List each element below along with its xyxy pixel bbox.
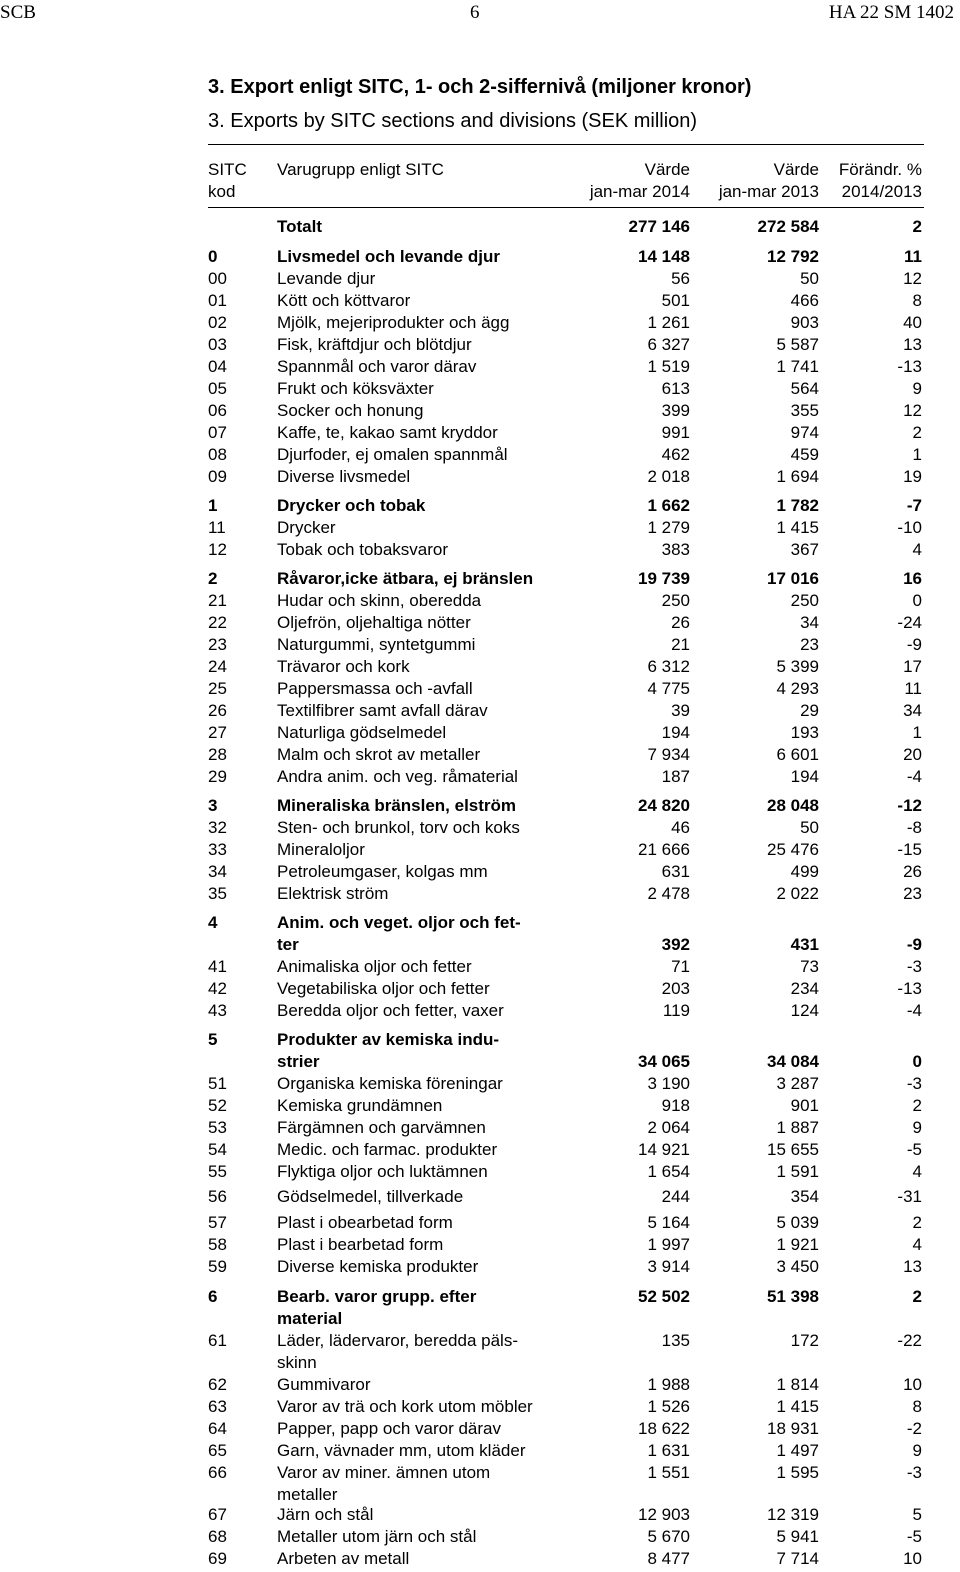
value-2013: 18 931 xyxy=(767,1419,819,1438)
value-2013: 193 xyxy=(790,723,819,742)
header-left: SCB xyxy=(0,2,36,23)
value-2013: 355 xyxy=(790,401,819,420)
value-2014: 399 xyxy=(661,401,690,420)
change-percent: -3 xyxy=(906,1074,922,1093)
value-2014: 1 551 xyxy=(647,1463,690,1482)
group-name: Plast i bearbetad form xyxy=(277,1235,444,1254)
change-percent: -12 xyxy=(897,796,922,815)
sitc-code: 62 xyxy=(208,1375,227,1394)
value-2013: 50 xyxy=(800,269,819,288)
change-percent: -5 xyxy=(906,1140,922,1159)
value-2013: 28 048 xyxy=(767,796,819,815)
value-2014: 462 xyxy=(661,445,690,464)
value-2013: 367 xyxy=(790,540,819,559)
change-percent: -7 xyxy=(906,496,922,515)
sitc-code: 35 xyxy=(208,884,227,903)
sitc-code: 08 xyxy=(208,445,227,464)
group-name: Trävaror och kork xyxy=(277,657,410,676)
value-2014: 631 xyxy=(661,862,690,881)
value-2014: 8 477 xyxy=(647,1549,690,1568)
value-2014: 1 279 xyxy=(647,518,690,537)
value-2014: 2 478 xyxy=(647,884,690,903)
value-2013: 1 591 xyxy=(776,1162,819,1181)
group-name: Hudar och skinn, oberedda xyxy=(277,591,482,610)
sitc-code: 1 xyxy=(208,496,218,515)
change-percent: -4 xyxy=(906,767,922,786)
change-percent: -4 xyxy=(906,1001,922,1020)
group-name: material xyxy=(277,1309,343,1328)
change-percent: -2 xyxy=(906,1419,922,1438)
sitc-code: 07 xyxy=(208,423,227,442)
value-2014: 1 631 xyxy=(647,1441,690,1460)
sitc-code: 04 xyxy=(208,357,227,376)
value-2014: 613 xyxy=(661,379,690,398)
value-2014: 991 xyxy=(661,423,690,442)
change-percent: 2 xyxy=(912,1287,922,1306)
value-2014: 71 xyxy=(671,957,690,976)
sitc-code: 02 xyxy=(208,313,227,332)
value-2013: 23 xyxy=(800,635,819,654)
sitc-code: 24 xyxy=(208,657,227,676)
col-code-line2: kod xyxy=(208,182,236,201)
value-2014: 501 xyxy=(661,291,690,310)
sitc-code: 58 xyxy=(208,1235,227,1254)
change-percent: 0 xyxy=(912,1052,922,1071)
change-percent: 4 xyxy=(912,540,922,559)
value-2014: 1 261 xyxy=(647,313,690,332)
value-2013: 250 xyxy=(790,591,819,610)
group-name: Metaller utom järn och stål xyxy=(277,1527,477,1546)
value-2013: 431 xyxy=(790,935,819,954)
sitc-code: 65 xyxy=(208,1441,227,1460)
change-percent: 34 xyxy=(903,701,922,720)
value-2013: 272 584 xyxy=(757,217,819,236)
value-2014: 6 327 xyxy=(647,335,690,354)
value-2014: 277 146 xyxy=(628,217,690,236)
change-percent: 8 xyxy=(912,291,922,310)
sitc-code: 29 xyxy=(208,767,227,786)
sitc-code: 00 xyxy=(208,269,227,288)
change-percent: 4 xyxy=(912,1235,922,1254)
value-2014: 6 312 xyxy=(647,657,690,676)
value-2014: 52 502 xyxy=(638,1287,690,1306)
value-2014: 2 064 xyxy=(647,1118,690,1137)
sitc-code: 09 xyxy=(208,467,227,486)
value-2014: 3 914 xyxy=(647,1257,690,1276)
sitc-code: 4 xyxy=(208,913,218,932)
value-2014: 14 148 xyxy=(638,247,690,266)
value-2014: 1 988 xyxy=(647,1375,690,1394)
group-name: Gummivaror xyxy=(277,1375,371,1394)
group-name: Gödselmedel, tillverkade xyxy=(277,1187,464,1206)
value-2014: 21 xyxy=(671,635,690,654)
sitc-code: 27 xyxy=(208,723,227,742)
value-2014: 19 739 xyxy=(638,569,690,588)
group-name: Andra anim. och veg. råmaterial xyxy=(277,767,518,786)
value-2013: 1 694 xyxy=(776,467,819,486)
value-2014: 383 xyxy=(661,540,690,559)
value-2014: 187 xyxy=(661,767,690,786)
group-name: Malm och skrot av metaller xyxy=(277,745,481,764)
sitc-code: 32 xyxy=(208,818,227,837)
sitc-code: 59 xyxy=(208,1257,227,1276)
value-2013: 5 039 xyxy=(776,1213,819,1232)
value-2013: 499 xyxy=(790,862,819,881)
sitc-code: 69 xyxy=(208,1549,227,1568)
group-name: Naturliga gödselmedel xyxy=(277,723,447,742)
sitc-code: 66 xyxy=(208,1463,227,1482)
value-2013: 172 xyxy=(790,1331,819,1350)
group-name: Plast i obearbetad form xyxy=(277,1213,453,1232)
change-percent: -31 xyxy=(897,1187,922,1206)
group-name: Drycker och tobak xyxy=(277,496,426,515)
group-name: Textilfibrer samt avfall därav xyxy=(277,701,488,720)
change-percent: 12 xyxy=(903,401,922,420)
change-percent: 4 xyxy=(912,1162,922,1181)
sitc-code: 34 xyxy=(208,862,227,881)
value-2013: 34 xyxy=(800,613,819,632)
value-2013: 1 887 xyxy=(776,1118,819,1137)
change-percent: 40 xyxy=(903,313,922,332)
change-percent: -24 xyxy=(897,613,922,632)
group-name: Levande djur xyxy=(277,269,376,288)
group-name: Frukt och köksväxter xyxy=(277,379,434,398)
value-2013: 50 xyxy=(800,818,819,837)
group-name: Arbeten av metall xyxy=(277,1549,410,1568)
col-change-line2: 2014/2013 xyxy=(841,182,922,201)
value-2013: 194 xyxy=(790,767,819,786)
change-percent: 2 xyxy=(912,423,922,442)
value-2013: 3 287 xyxy=(776,1074,819,1093)
value-2014: 4 775 xyxy=(647,679,690,698)
group-name: Fisk, kräftdjur och blötdjur xyxy=(277,335,472,354)
title-english: 3. Exports by SITC sections and divisions (SEK million) xyxy=(208,110,698,132)
value-2013: 51 398 xyxy=(767,1287,819,1306)
col-code-line1: SITC xyxy=(208,160,247,179)
value-2013: 3 450 xyxy=(776,1257,819,1276)
value-2013: 12 319 xyxy=(767,1505,819,1524)
group-name: Vegetabiliska oljor och fetter xyxy=(277,979,490,998)
group-name: Spannmål och varor därav xyxy=(277,357,477,376)
group-name: Flyktiga oljor och luktämnen xyxy=(277,1162,488,1181)
group-name: Mineraliska bränslen, elström xyxy=(277,796,517,815)
value-2013: 903 xyxy=(790,313,819,332)
group-name: Varor av miner. ämnen utom xyxy=(277,1463,491,1482)
change-percent: 23 xyxy=(903,884,922,903)
sitc-code: 5 xyxy=(208,1030,218,1049)
group-name: Järn och stål xyxy=(277,1505,374,1524)
group-name: Sten- och brunkol, torv och koks xyxy=(277,818,520,837)
value-2013: 17 016 xyxy=(767,569,819,588)
sitc-code: 26 xyxy=(208,701,227,720)
change-percent: -9 xyxy=(906,935,922,954)
group-name: Kött och köttvaror xyxy=(277,291,411,310)
group-name: Diverse kemiska produkter xyxy=(277,1257,479,1276)
group-name: Naturgummi, syntetgummi xyxy=(277,635,476,654)
value-2014: 1 997 xyxy=(647,1235,690,1254)
value-2014: 392 xyxy=(661,935,690,954)
sitc-code: 54 xyxy=(208,1140,227,1159)
value-2014: 39 xyxy=(671,701,690,720)
change-percent: 10 xyxy=(903,1375,922,1394)
sitc-code: 63 xyxy=(208,1397,227,1416)
value-2014: 203 xyxy=(661,979,690,998)
value-2014: 1 654 xyxy=(647,1162,690,1181)
value-2013: 5 399 xyxy=(776,657,819,676)
sitc-code: 68 xyxy=(208,1527,227,1546)
value-2014: 250 xyxy=(661,591,690,610)
group-name: metaller xyxy=(277,1485,338,1504)
group-name: Djurfoder, ej omalen spannmål xyxy=(277,445,508,464)
sitc-code: 33 xyxy=(208,840,227,859)
value-2014: 1 662 xyxy=(647,496,690,515)
sitc-code: 42 xyxy=(208,979,227,998)
value-2013: 29 xyxy=(800,701,819,720)
value-2013: 4 293 xyxy=(776,679,819,698)
value-2013: 354 xyxy=(790,1187,819,1206)
value-2013: 2 022 xyxy=(776,884,819,903)
value-2013: 1 415 xyxy=(776,1397,819,1416)
value-2013: 564 xyxy=(790,379,819,398)
value-2013: 5 941 xyxy=(776,1527,819,1546)
col-name: Varugrupp enligt SITC xyxy=(277,160,444,179)
sitc-code: 53 xyxy=(208,1118,227,1137)
sitc-code: 0 xyxy=(208,247,218,266)
change-percent: 19 xyxy=(903,467,922,486)
group-name: Organiska kemiska föreningar xyxy=(277,1074,503,1093)
value-2013: 12 792 xyxy=(767,247,819,266)
change-percent: -13 xyxy=(897,357,922,376)
group-name: Tobak och tobaksvaror xyxy=(277,540,449,559)
group-name: Totalt xyxy=(277,217,323,236)
change-percent: 13 xyxy=(903,335,922,354)
change-percent: 5 xyxy=(912,1505,922,1524)
value-2014: 7 934 xyxy=(647,745,690,764)
value-2014: 46 xyxy=(671,818,690,837)
sitc-code: 61 xyxy=(208,1331,227,1350)
value-2013: 974 xyxy=(790,423,819,442)
sitc-code: 52 xyxy=(208,1096,227,1115)
value-2014: 135 xyxy=(661,1331,690,1350)
group-name: Kaffe, te, kakao samt kryddor xyxy=(277,423,498,442)
value-2014: 5 164 xyxy=(647,1213,690,1232)
change-percent: 17 xyxy=(903,657,922,676)
change-percent: -9 xyxy=(906,635,922,654)
value-2014: 26 xyxy=(671,613,690,632)
sitc-code: 06 xyxy=(208,401,227,420)
change-percent: -8 xyxy=(906,818,922,837)
group-name: Läder, lädervaror, beredda päls- xyxy=(277,1331,518,1350)
sitc-code: 67 xyxy=(208,1505,227,1524)
change-percent: 9 xyxy=(912,1118,922,1137)
rule-top xyxy=(208,144,924,145)
change-percent: -10 xyxy=(897,518,922,537)
group-name: Kemiska grundämnen xyxy=(277,1096,443,1115)
col-value-2014-line2: jan-mar 2014 xyxy=(589,182,690,201)
page-header xyxy=(0,0,960,28)
value-2014: 119 xyxy=(662,1001,690,1020)
col-value-2014-line1: Värde xyxy=(644,160,690,179)
value-2014: 194 xyxy=(661,723,690,742)
change-percent: 8 xyxy=(912,1397,922,1416)
change-percent: 13 xyxy=(903,1257,922,1276)
value-2013: 1 415 xyxy=(776,518,819,537)
change-percent: 1 xyxy=(912,445,922,464)
sitc-code: 55 xyxy=(208,1162,227,1181)
change-percent: -13 xyxy=(897,979,922,998)
sitc-code: 6 xyxy=(208,1287,218,1306)
change-percent: 11 xyxy=(904,247,922,266)
change-percent: -15 xyxy=(897,840,922,859)
group-name: Råvaror,icke ätbara, ej bränslen xyxy=(277,569,534,588)
change-percent: 20 xyxy=(903,745,922,764)
value-2014: 34 065 xyxy=(638,1052,690,1071)
value-2013: 1 741 xyxy=(776,357,819,376)
value-2014: 1 526 xyxy=(647,1397,690,1416)
group-name: Mjölk, mejeriprodukter och ägg xyxy=(277,313,510,332)
page-number: 6 xyxy=(470,2,480,23)
group-name: skinn xyxy=(277,1353,317,1372)
group-name: Papper, papp och varor därav xyxy=(277,1419,501,1438)
sitc-code: 01 xyxy=(208,291,227,310)
value-2014: 14 921 xyxy=(638,1140,690,1159)
value-2014: 2 018 xyxy=(647,467,690,486)
group-name: Beredda oljor och fetter, vaxer xyxy=(277,1001,504,1020)
group-name: Animaliska oljor och fetter xyxy=(277,957,472,976)
sitc-code: 05 xyxy=(208,379,227,398)
sitc-code: 11 xyxy=(208,518,226,537)
value-2014: 56 xyxy=(671,269,690,288)
group-name: Diverse livsmedel xyxy=(277,467,411,486)
sitc-code: 23 xyxy=(208,635,227,654)
change-percent: -3 xyxy=(906,1463,922,1482)
header-right: HA 22 SM 1402 xyxy=(828,2,954,23)
group-name: Varor av trä och kork utom möbler xyxy=(277,1397,533,1416)
group-name: Garn, vävnader mm, utom kläder xyxy=(277,1441,526,1460)
group-name: Produkter av kemiska indu- xyxy=(277,1030,500,1049)
value-2013: 6 601 xyxy=(776,745,819,764)
change-percent: 12 xyxy=(903,269,922,288)
value-2013: 25 476 xyxy=(767,840,819,859)
group-name: Mineraloljor xyxy=(277,840,365,859)
col-value-2013-line2: jan-mar 2013 xyxy=(718,182,819,201)
sitc-code: 57 xyxy=(208,1213,227,1232)
title-swedish: 3. Export enligt SITC, 1- och 2-siffernivå (miljoner kronor) xyxy=(208,76,752,98)
value-2013: 124 xyxy=(790,1001,819,1020)
change-percent: 16 xyxy=(903,569,922,588)
change-percent: 26 xyxy=(903,862,922,881)
value-2014: 18 622 xyxy=(638,1419,690,1438)
value-2013: 459 xyxy=(790,445,819,464)
value-2013: 34 084 xyxy=(767,1052,819,1071)
value-2013: 234 xyxy=(790,979,819,998)
change-percent: 1 xyxy=(912,723,922,742)
rule-header xyxy=(208,207,924,208)
col-value-2013-line1: Värde xyxy=(773,160,819,179)
change-percent: 2 xyxy=(912,217,922,236)
sitc-code: 21 xyxy=(208,591,227,610)
value-2013: 901 xyxy=(790,1096,819,1115)
value-2013: 73 xyxy=(800,957,819,976)
change-percent: 2 xyxy=(912,1213,922,1232)
change-percent: 10 xyxy=(903,1549,922,1568)
col-change-line1: Förändr. % xyxy=(838,160,922,179)
group-name: Petroleumgaser, kolgas mm xyxy=(277,862,488,881)
group-name: Medic. och farmac. produkter xyxy=(277,1140,498,1159)
value-2014: 21 666 xyxy=(638,840,690,859)
change-percent: 0 xyxy=(912,591,922,610)
group-name: Elektrisk ström xyxy=(277,884,389,903)
sitc-code: 12 xyxy=(208,540,227,559)
value-2013: 1 814 xyxy=(776,1375,819,1394)
sitc-code: 03 xyxy=(208,335,227,354)
group-name: Anim. och veget. oljor och fet- xyxy=(277,913,521,932)
group-name: Drycker xyxy=(277,518,336,537)
value-2014: 1 519 xyxy=(647,357,690,376)
group-name: Pappersmassa och -avfall xyxy=(277,679,473,698)
change-percent: 9 xyxy=(912,1441,922,1460)
group-name: Bearb. varor grupp. efter xyxy=(277,1287,477,1306)
change-percent: 11 xyxy=(904,679,922,698)
value-2014: 244 xyxy=(661,1187,690,1206)
value-2014: 12 903 xyxy=(638,1505,690,1524)
sitc-code: 41 xyxy=(208,957,227,976)
value-2013: 5 587 xyxy=(776,335,819,354)
change-percent: 9 xyxy=(912,379,922,398)
change-percent: -22 xyxy=(897,1331,922,1350)
group-name: Livsmedel och levande djur xyxy=(277,247,500,266)
sitc-code: 3 xyxy=(208,796,218,815)
sitc-code: 64 xyxy=(208,1419,227,1438)
group-name: strier xyxy=(277,1052,320,1071)
group-name: Färgämnen och garvämnen xyxy=(277,1118,486,1137)
sitc-code: 43 xyxy=(208,1001,227,1020)
value-2013: 1 595 xyxy=(776,1463,819,1482)
change-percent: -3 xyxy=(906,957,922,976)
sitc-code: 25 xyxy=(208,679,227,698)
value-2014: 3 190 xyxy=(647,1074,690,1093)
group-name: ter xyxy=(277,935,299,954)
value-2013: 1 782 xyxy=(776,496,819,515)
value-2014: 918 xyxy=(661,1096,690,1115)
value-2013: 7 714 xyxy=(776,1549,819,1568)
change-percent: -5 xyxy=(906,1527,922,1546)
value-2013: 466 xyxy=(790,291,819,310)
value-2014: 24 820 xyxy=(638,796,690,815)
group-name: Socker och honung xyxy=(277,401,424,420)
sitc-code: 56 xyxy=(208,1187,227,1206)
sitc-code: 22 xyxy=(208,613,227,632)
value-2013: 1 497 xyxy=(776,1441,819,1460)
value-2013: 1 921 xyxy=(776,1235,819,1254)
group-name: Oljefrön, oljehaltiga nötter xyxy=(277,613,471,632)
sitc-code: 28 xyxy=(208,745,227,764)
sitc-code: 2 xyxy=(208,569,218,588)
value-2013: 15 655 xyxy=(767,1140,819,1159)
sitc-code: 51 xyxy=(208,1074,227,1093)
change-percent: 2 xyxy=(912,1096,922,1115)
value-2014: 5 670 xyxy=(647,1527,690,1546)
